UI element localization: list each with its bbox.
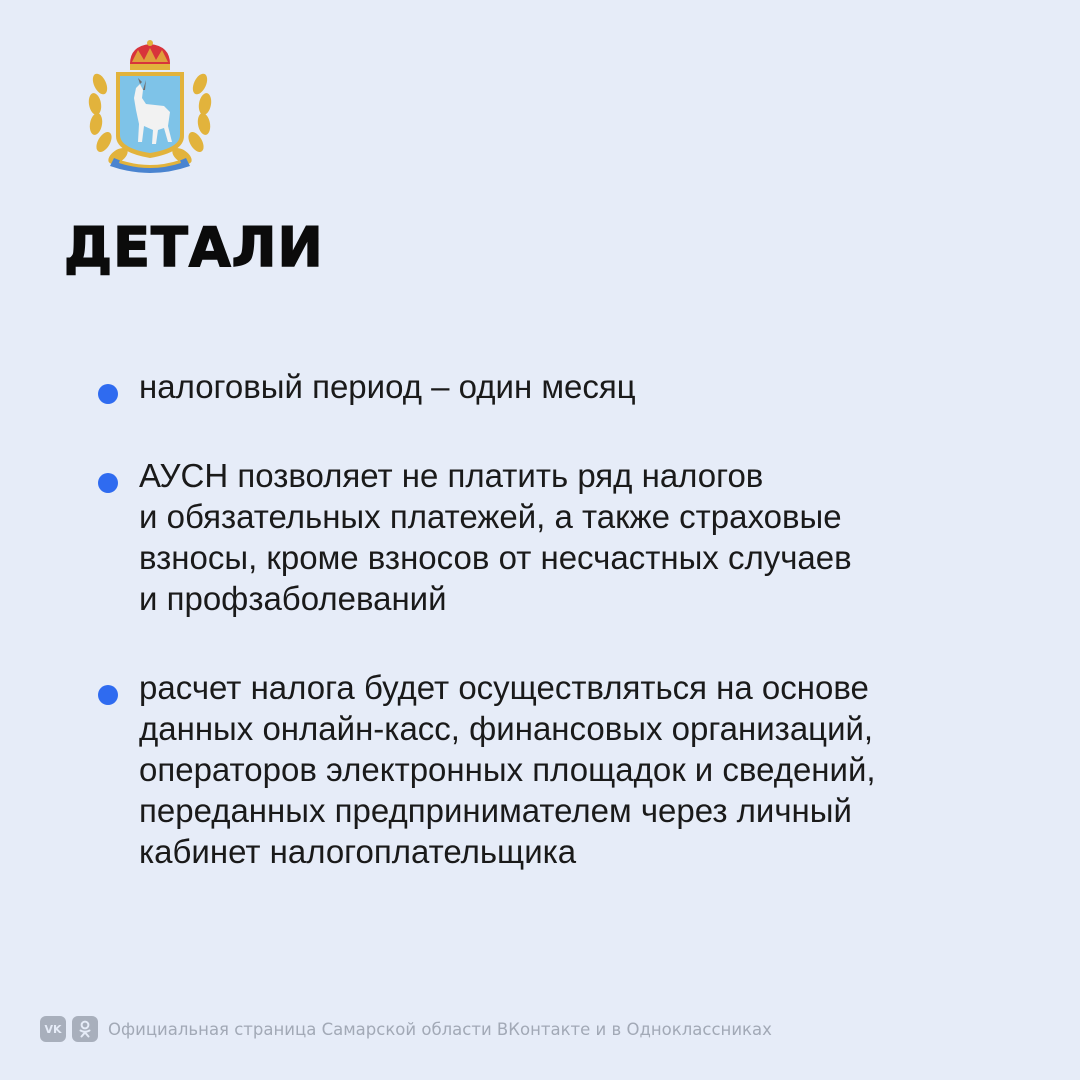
list-item-text-line: АУСН позволяет не платить ряд налогов bbox=[139, 457, 764, 494]
bullet-dot-icon bbox=[98, 685, 118, 705]
list-item-text-line: налоговый период – один месяц bbox=[139, 368, 636, 405]
list-item-text-line: и профзаболеваний bbox=[139, 580, 447, 617]
page-title: ДЕТАЛИ bbox=[64, 216, 324, 279]
details-list bbox=[0, 366, 1080, 872]
footer-text: Официальная страница Самарской области ВКонтакте и в Одноклассниках bbox=[108, 1019, 772, 1039]
list-item-text-line: операторов электронных площадок и сведений, bbox=[139, 751, 876, 788]
list-item-text-line: и обязательных платежей, а также страховые bbox=[139, 498, 842, 535]
coat-of-arms-icon bbox=[86, 40, 214, 176]
list-item-text-line: кабинет налогоплательщика bbox=[139, 833, 577, 870]
bullet-dot-icon bbox=[98, 473, 118, 493]
bullet-dot-icon bbox=[98, 384, 118, 404]
list-item bbox=[0, 455, 1080, 619]
list-item bbox=[0, 667, 1080, 872]
footer bbox=[40, 1016, 772, 1042]
list-item-text-line: переданных предпринимателем через личный bbox=[139, 792, 852, 829]
list-item-text-line: взносы, кроме взносов от несчастных случаев bbox=[139, 539, 852, 576]
list-item-text-line: данных онлайн-касс, финансовых организаций, bbox=[139, 710, 874, 747]
list-item-text-line: расчет налога будет осуществляться на основе bbox=[139, 669, 869, 706]
list-item bbox=[0, 366, 1080, 407]
odnoklassniki-icon[interactable] bbox=[72, 1016, 98, 1042]
vk-icon[interactable]: VK bbox=[40, 1016, 66, 1042]
